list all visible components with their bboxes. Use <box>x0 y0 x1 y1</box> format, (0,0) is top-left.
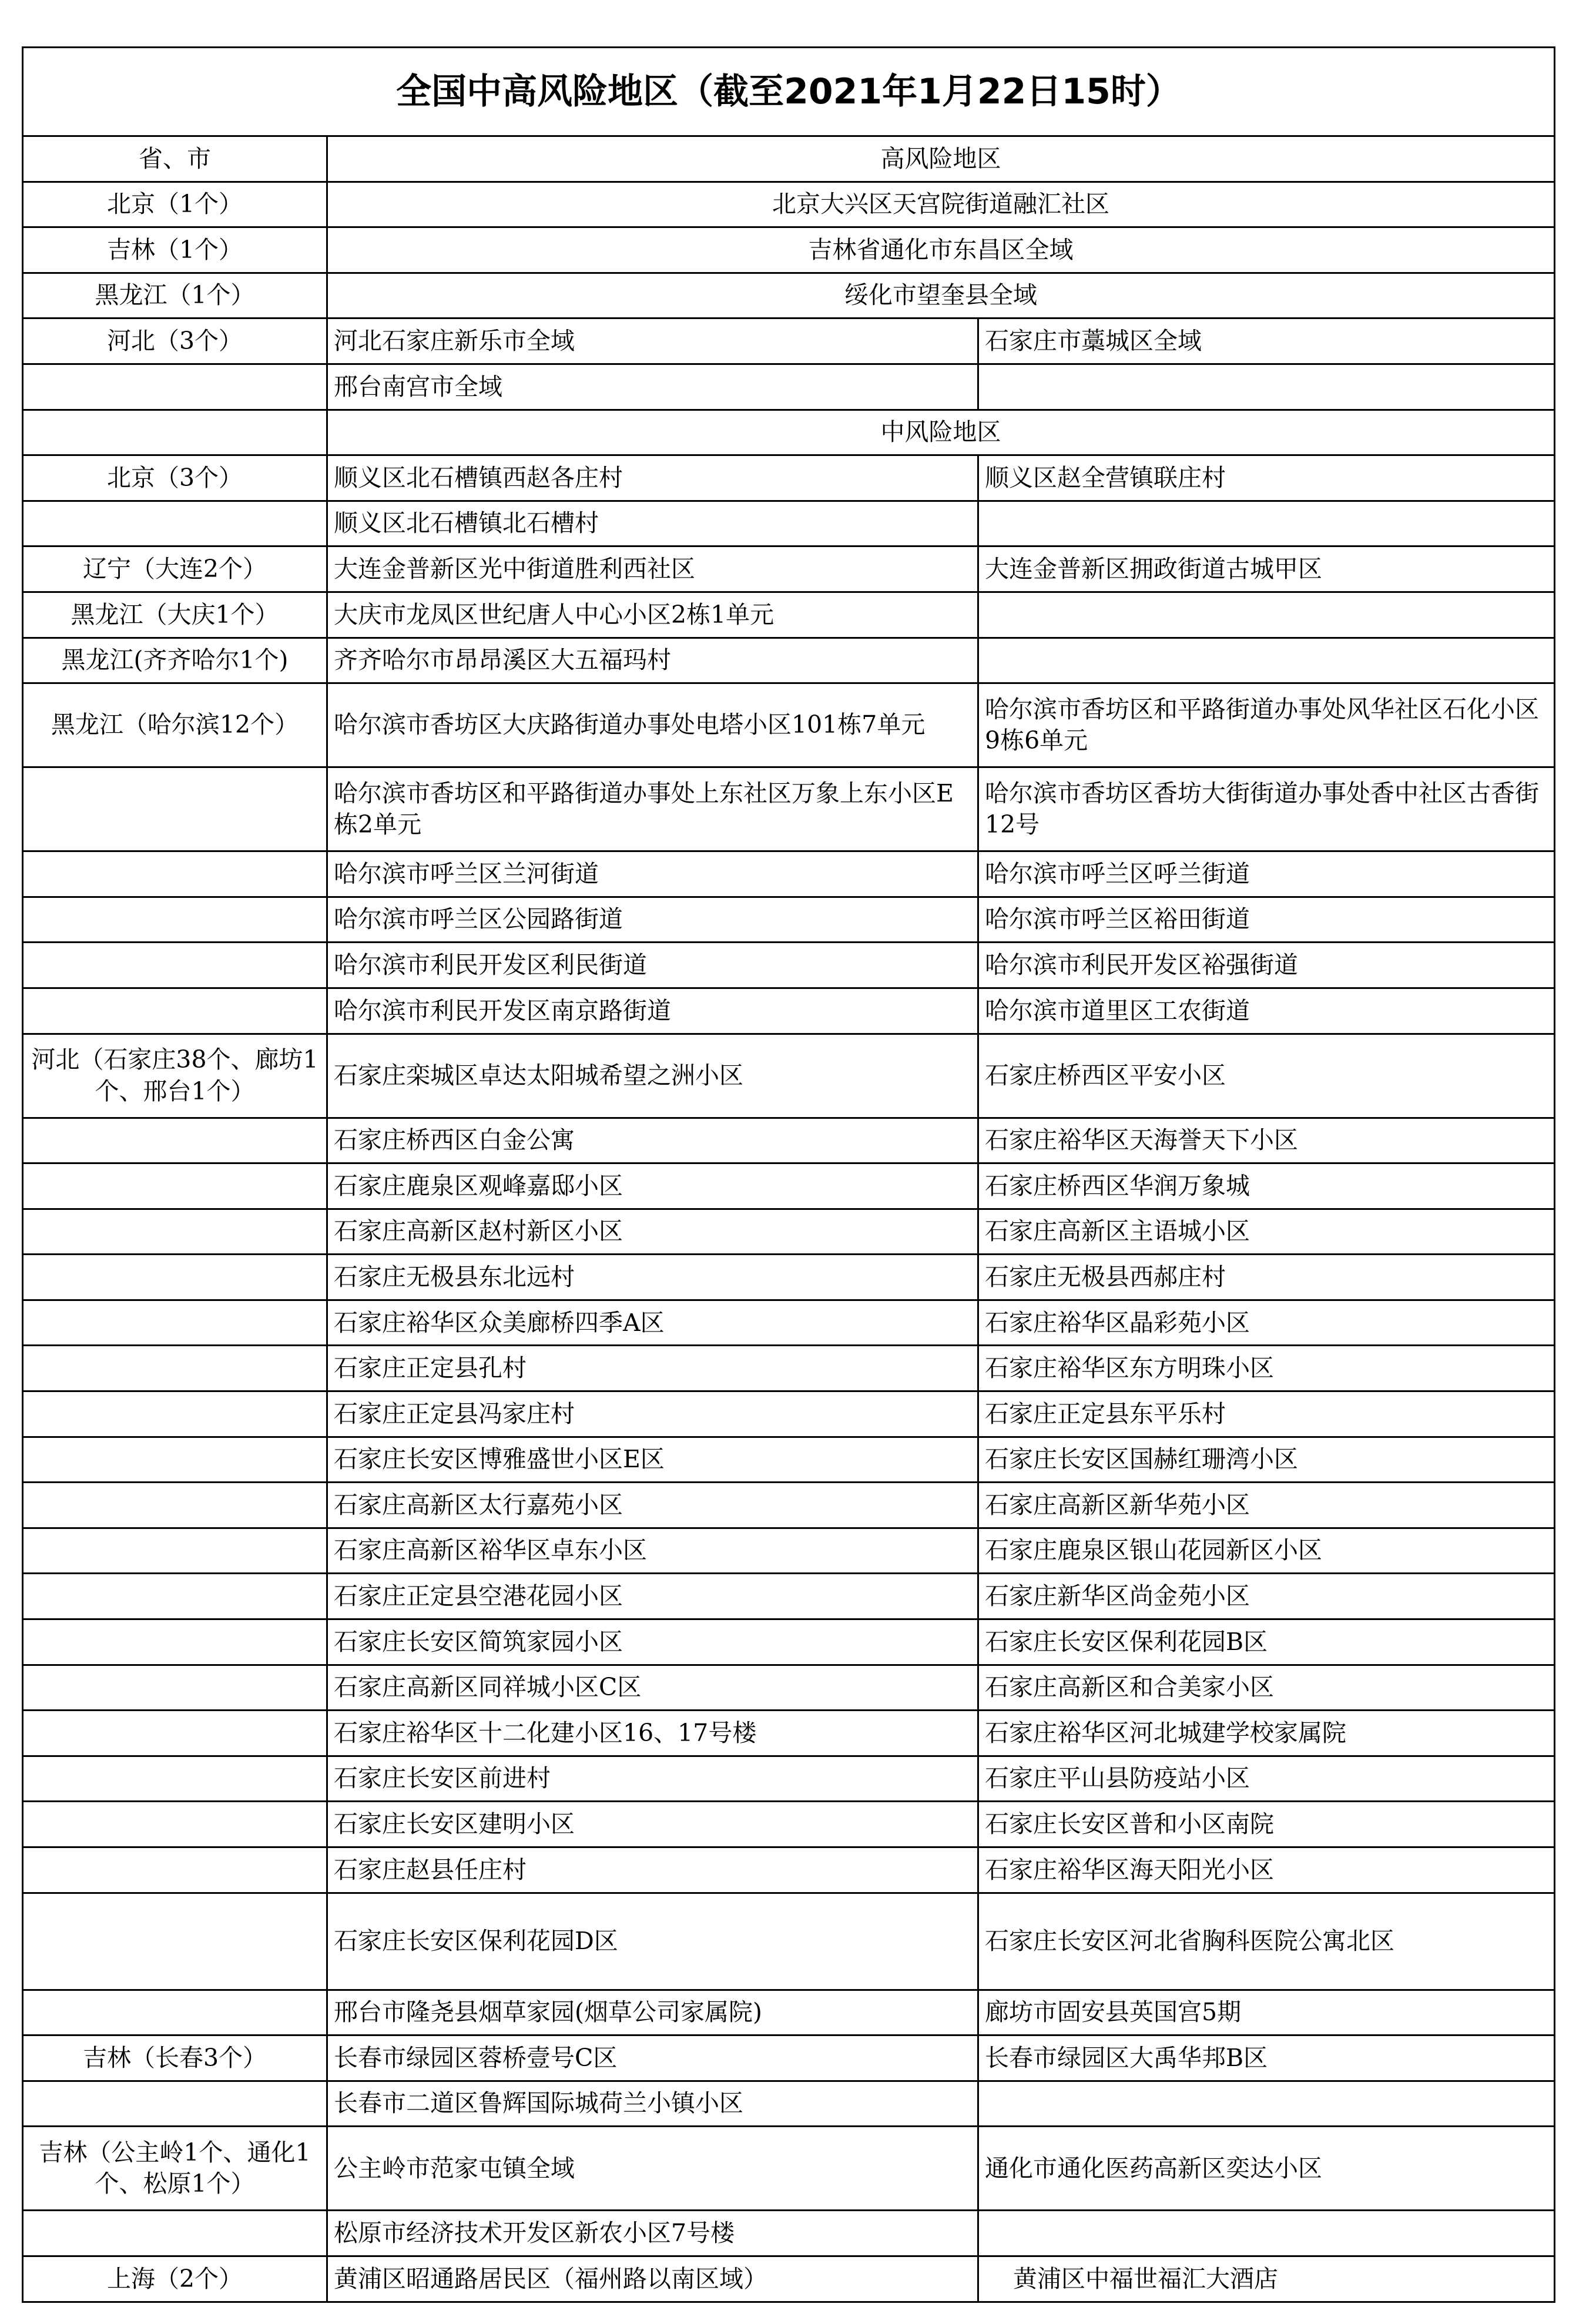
table-row <box>23 2035 1555 2081</box>
table-row <box>23 273 1555 318</box>
province-cell <box>23 767 327 851</box>
province-cell: 吉林（1个） <box>23 227 327 273</box>
area-cell: 石家庄长安区前进村 <box>327 1756 978 1802</box>
area-cell: 哈尔滨市香坊区和平路街道办事处上东社区万象上东小区E栋2单元 <box>327 767 978 851</box>
area-cell: 河北石家庄新乐市全域 <box>327 318 978 364</box>
area-cell: 哈尔滨市呼兰区裕田街道 <box>978 897 1555 943</box>
table-row <box>23 767 1555 851</box>
province-cell <box>23 1756 327 1802</box>
area-cell: 大庆市龙凤区世纪唐人中心小区2栋1单元 <box>327 592 978 638</box>
area-cell: 石家庄长安区国赫红珊湾小区 <box>978 1437 1555 1483</box>
province-cell <box>23 988 327 1034</box>
table-row <box>23 546 1555 592</box>
area-cell: 石家庄无极县西郝庄村 <box>978 1255 1555 1300</box>
risk-area-table-sheet <box>22 46 1554 2303</box>
table-row <box>23 1346 1555 1391</box>
risk-area-table <box>22 46 1555 2303</box>
area-cell: 石家庄长安区保利花园B区 <box>978 1619 1555 1665</box>
province-cell <box>23 1619 327 1665</box>
page-title: 全国中高风险地区（截至2021年1月22日15时） <box>23 48 1555 136</box>
table-row <box>23 1893 1555 1990</box>
area-cell: 石家庄高新区赵村新区小区 <box>327 1209 978 1255</box>
area-cell <box>978 501 1555 546</box>
area-cell: 石家庄裕华区众美廊桥四季A区 <box>327 1300 978 1346</box>
area-cell: 哈尔滨市利民开发区南京路街道 <box>327 988 978 1034</box>
area-cell: 石家庄市藁城区全域 <box>978 318 1555 364</box>
area-cell: 石家庄鹿泉区银山花园新区小区 <box>978 1528 1555 1574</box>
table-row <box>23 1163 1555 1209</box>
province-cell <box>23 1847 327 1893</box>
area-cell: 石家庄高新区和合美家小区 <box>978 1665 1555 1711</box>
medium-header-row <box>23 410 1555 455</box>
table-row <box>23 1990 1555 2035</box>
area-cell: 哈尔滨市道里区工农街道 <box>978 988 1555 1034</box>
area-cell: 石家庄无极县东北远村 <box>327 1255 978 1300</box>
table-row <box>23 1391 1555 1437</box>
province-cell <box>23 943 327 988</box>
province-cell: 吉林（公主岭1个、通化1个、松原1个） <box>23 2127 327 2211</box>
area-cell: 石家庄桥西区白金公寓 <box>327 1118 978 1163</box>
province-cell: 辽宁（大连2个） <box>23 546 327 592</box>
table-row <box>23 2081 1555 2127</box>
table-row <box>23 1756 1555 1802</box>
table-row <box>23 1209 1555 1255</box>
province-cell: 黑龙江（1个） <box>23 273 327 318</box>
table-row <box>23 318 1555 364</box>
table-row <box>23 1619 1555 1665</box>
table-row <box>23 1300 1555 1346</box>
area-cell: 大连金普新区光中街道胜利西社区 <box>327 546 978 592</box>
province-cell <box>23 1255 327 1300</box>
area-cell: 绥化市望奎县全域 <box>327 273 1555 318</box>
title-row <box>23 48 1555 136</box>
area-cell: 石家庄新华区尚金苑小区 <box>978 1574 1555 1619</box>
province-cell <box>23 1990 327 2035</box>
province-cell <box>23 1391 327 1437</box>
area-cell: 北京大兴区天宫院街道融汇社区 <box>327 182 1555 227</box>
area-cell: 顺义区赵全营镇联庄村 <box>978 455 1555 501</box>
table-row <box>23 943 1555 988</box>
area-cell: 哈尔滨市呼兰区呼兰街道 <box>978 851 1555 897</box>
province-cell <box>23 1574 327 1619</box>
province-cell <box>23 501 327 546</box>
province-cell: 河北（石家庄38个、廊坊1个、邢台1个） <box>23 1034 327 1118</box>
area-cell: 石家庄长安区河北省胸科医院公寓北区 <box>978 1893 1555 1990</box>
area-cell: 石家庄桥西区华润万象城 <box>978 1163 1555 1209</box>
province-cell <box>23 2081 327 2127</box>
province-cell <box>23 1665 327 1711</box>
area-cell: 吉林省通化市东昌区全域 <box>327 227 1555 273</box>
table-row <box>23 1574 1555 1619</box>
province-cell <box>23 1300 327 1346</box>
table-row <box>23 897 1555 943</box>
area-cell: 公主岭市范家屯镇全域 <box>327 2127 978 2211</box>
area-cell: 长春市绿园区大禹华邦B区 <box>978 2035 1555 2081</box>
province-cell <box>23 1711 327 1756</box>
province-cell <box>23 364 327 410</box>
area-cell <box>978 2081 1555 2127</box>
empty-cell <box>23 410 327 455</box>
province-cell: 北京（1个） <box>23 182 327 227</box>
province-cell: 北京（3个） <box>23 455 327 501</box>
table-row <box>23 592 1555 638</box>
area-cell: 顺义区北石槽镇北石槽村 <box>327 501 978 546</box>
area-cell: 石家庄平山县防疫站小区 <box>978 1756 1555 1802</box>
table-row <box>23 455 1555 501</box>
area-cell: 石家庄高新区裕华区卓东小区 <box>327 1528 978 1574</box>
province-cell <box>23 1802 327 1847</box>
area-cell: 石家庄裕华区天海誉天下小区 <box>978 1118 1555 1163</box>
province-cell <box>23 1528 327 1574</box>
area-cell: 黄浦区中福世福汇大酒店 <box>978 2256 1555 2302</box>
area-cell: 齐齐哈尔市昂昂溪区大五福玛村 <box>327 638 978 683</box>
area-cell: 石家庄裕华区十二化建小区16、17号楼 <box>327 1711 978 1756</box>
area-cell: 石家庄裕华区东方明珠小区 <box>978 1346 1555 1391</box>
area-cell: 石家庄鹿泉区观峰嘉邸小区 <box>327 1163 978 1209</box>
area-cell <box>978 364 1555 410</box>
province-cell <box>23 1163 327 1209</box>
province-cell <box>23 1893 327 1990</box>
area-cell: 哈尔滨市呼兰区兰河街道 <box>327 851 978 897</box>
header-row <box>23 136 1555 182</box>
area-cell: 石家庄正定县孔村 <box>327 1346 978 1391</box>
table-row <box>23 227 1555 273</box>
province-cell: 河北（3个） <box>23 318 327 364</box>
area-cell: 石家庄正定县冯家庄村 <box>327 1391 978 1437</box>
province-cell: 上海（2个） <box>23 2256 327 2302</box>
province-cell <box>23 1118 327 1163</box>
province-cell: 黑龙江（哈尔滨12个） <box>23 683 327 767</box>
province-cell <box>23 1483 327 1528</box>
area-cell: 哈尔滨市香坊区香坊大街街道办事处香中社区古香街12号 <box>978 767 1555 851</box>
area-cell: 石家庄长安区博雅盛世小区E区 <box>327 1437 978 1483</box>
area-cell: 石家庄栾城区卓达太阳城希望之洲小区 <box>327 1034 978 1118</box>
province-cell <box>23 851 327 897</box>
area-cell: 哈尔滨市香坊区和平路街道办事处风华社区石化小区9栋6单元 <box>978 683 1555 767</box>
table-row <box>23 1034 1555 1118</box>
table-row <box>23 1528 1555 1574</box>
column-header-province: 省、市 <box>23 136 327 182</box>
area-cell: 邢台市隆尧县烟草家园(烟草公司家属院) <box>327 1990 978 2035</box>
table-row <box>23 1255 1555 1300</box>
province-cell <box>23 1437 327 1483</box>
area-cell: 廊坊市固安县英国宫5期 <box>978 1990 1555 2035</box>
area-cell <box>978 2211 1555 2256</box>
table-row <box>23 1483 1555 1528</box>
area-cell: 石家庄长安区简筑家园小区 <box>327 1619 978 1665</box>
table-row <box>23 1118 1555 1163</box>
area-cell: 哈尔滨市利民开发区利民街道 <box>327 943 978 988</box>
area-cell: 哈尔滨市利民开发区裕强街道 <box>978 943 1555 988</box>
province-cell <box>23 1209 327 1255</box>
province-cell: 黑龙江(齐齐哈尔1个) <box>23 638 327 683</box>
table-row <box>23 851 1555 897</box>
table-row <box>23 2127 1555 2211</box>
table-row <box>23 638 1555 683</box>
area-cell: 石家庄裕华区海天阳光小区 <box>978 1847 1555 1893</box>
table-row <box>23 683 1555 767</box>
area-cell: 石家庄赵县任庄村 <box>327 1847 978 1893</box>
area-cell: 长春市绿园区蓉桥壹号C区 <box>327 2035 978 2081</box>
area-cell <box>978 592 1555 638</box>
area-cell: 石家庄裕华区河北城建学校家属院 <box>978 1711 1555 1756</box>
table-row <box>23 364 1555 410</box>
table-row <box>23 1437 1555 1483</box>
table-row <box>23 182 1555 227</box>
area-cell: 石家庄高新区同祥城小区C区 <box>327 1665 978 1711</box>
section-header-medium-risk: 中风险地区 <box>327 410 1555 455</box>
area-cell <box>978 638 1555 683</box>
area-cell: 松原市经济技术开发区新农小区7号楼 <box>327 2211 978 2256</box>
province-cell <box>23 1346 327 1391</box>
table-row <box>23 2256 1555 2302</box>
area-cell: 顺义区北石槽镇西赵各庄村 <box>327 455 978 501</box>
area-cell: 石家庄高新区新华苑小区 <box>978 1483 1555 1528</box>
area-cell: 石家庄高新区主语城小区 <box>978 1209 1555 1255</box>
province-cell: 黑龙江（大庆1个） <box>23 592 327 638</box>
area-cell: 石家庄裕华区晶彩苑小区 <box>978 1300 1555 1346</box>
province-cell: 吉林（长春3个） <box>23 2035 327 2081</box>
province-cell <box>23 2211 327 2256</box>
table-row <box>23 988 1555 1034</box>
area-cell: 石家庄桥西区平安小区 <box>978 1034 1555 1118</box>
area-cell: 石家庄正定县东平乐村 <box>978 1391 1555 1437</box>
area-cell: 石家庄高新区太行嘉苑小区 <box>327 1483 978 1528</box>
section-header-high-risk: 高风险地区 <box>327 136 1555 182</box>
table-row <box>23 1802 1555 1847</box>
area-cell: 石家庄长安区建明小区 <box>327 1802 978 1847</box>
area-cell: 哈尔滨市呼兰区公园路街道 <box>327 897 978 943</box>
area-cell: 石家庄长安区保利花园D区 <box>327 1893 978 1990</box>
area-cell: 哈尔滨市香坊区大庆路街道办事处电塔小区101栋7单元 <box>327 683 978 767</box>
area-cell: 大连金普新区拥政街道古城甲区 <box>978 546 1555 592</box>
table-row <box>23 1665 1555 1711</box>
table-row <box>23 501 1555 546</box>
area-cell: 通化市通化医药高新区奕达小区 <box>978 2127 1555 2211</box>
table-row <box>23 2211 1555 2256</box>
area-cell: 黄浦区昭通路居民区（福州路以南区域） <box>327 2256 978 2302</box>
table-row <box>23 1847 1555 1893</box>
area-cell: 石家庄长安区普和小区南院 <box>978 1802 1555 1847</box>
province-cell <box>23 897 327 943</box>
area-cell: 石家庄正定县空港花园小区 <box>327 1574 978 1619</box>
area-cell: 邢台南宫市全域 <box>327 364 978 410</box>
area-cell: 长春市二道区鲁辉国际城荷兰小镇小区 <box>327 2081 978 2127</box>
table-row <box>23 1711 1555 1756</box>
